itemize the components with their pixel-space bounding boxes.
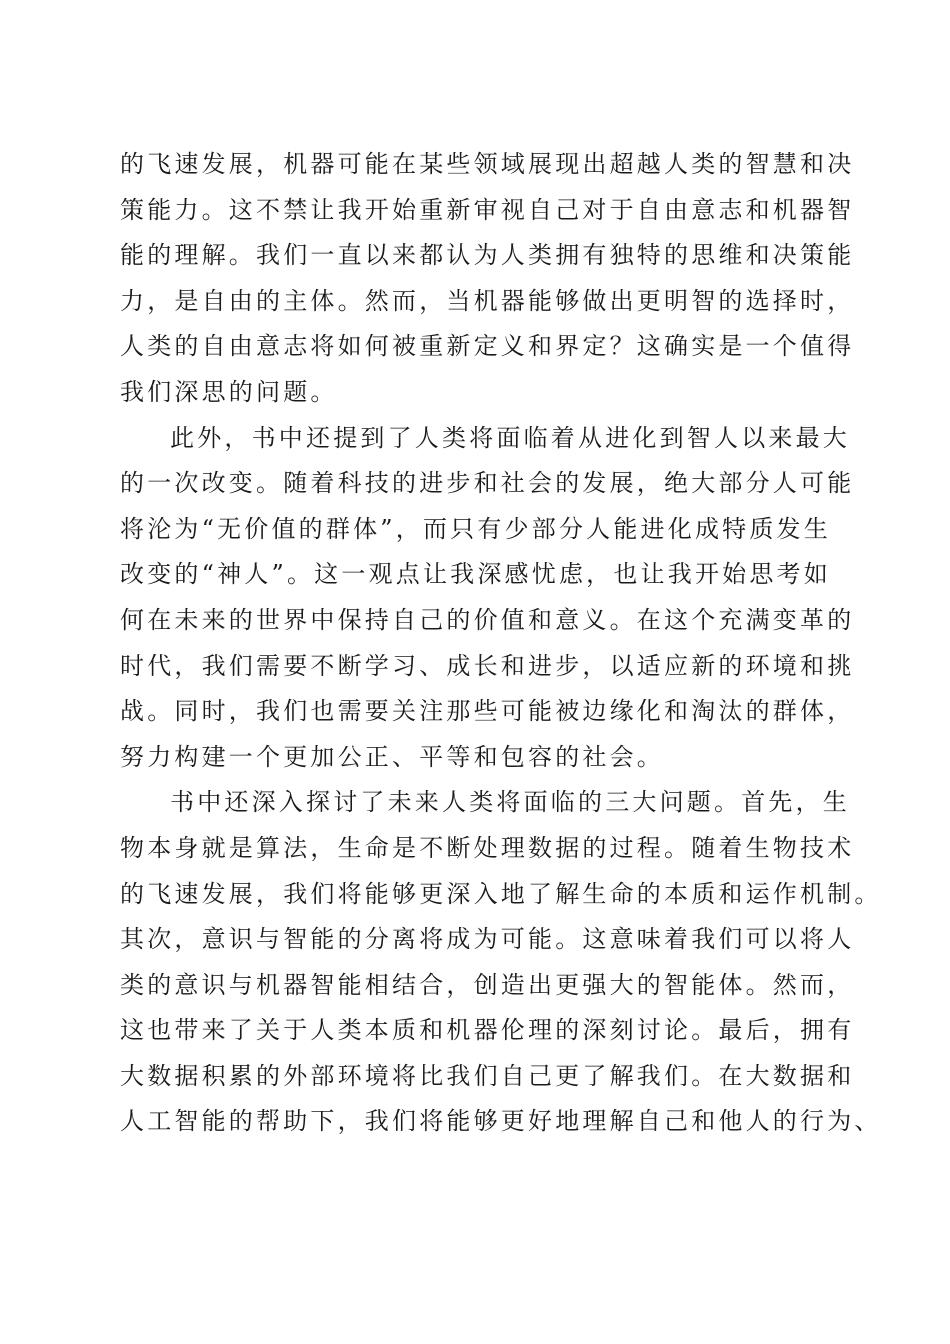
text-line: 类的意识与机器智能相结合，创造出更强大的智能体。然而， [120,970,855,999]
text-line: 大数据积累的外部环境将比我们自己更了解我们。在大数据和 [120,1061,855,1090]
document-body [120,142,882,1145]
text-line: 战。同时，我们也需要关注那些可能被边缘化和淘汰的群体， [120,697,855,726]
text-line: 我们深思的问题。 [120,377,338,406]
text-line: 改变的“神人”。这一观点让我深感忧虑，也让我开始思考如 [120,560,831,589]
text-line: 其次，意识与智能的分离将成为可能。这意味着我们可以将人 [120,925,855,954]
paragraph-first-line: 书中还深入探讨了未来人类将面临的三大问题。首先，生 [170,788,850,817]
text-line: 策能力。这不禁让我开始重新审视自己对于自由意志和机器智 [120,195,855,224]
text-line: 能的理解。我们一直以来都认为人类拥有独特的思维和决策能 [120,241,855,270]
text-line: 的飞速发展，机器可能在某些领域展现出超越人类的智慧和决 [120,150,855,178]
text-line: 人工智能的帮助下，我们将能够更好地理解自己和他人的行为、 [120,1107,882,1136]
text-line: 人类的自由意志将如何被重新定义和界定？这确实是一个值得 [120,332,855,361]
text-line: 何在未来的世界中保持自己的价值和意义。在这个充满变革的 [120,605,855,634]
text-line: 的一次改变。随着科技的进步和社会的发展，绝大部分人可能 [120,469,855,498]
paragraph-first-line: 此外，书中还提到了人类将面临着从进化到智人以来最大 [170,423,850,452]
text-line: 努力构建一个更加公正、平等和包容的社会。 [120,742,664,771]
text-line: 将沦为“无价值的群体”，而只有少部分人能进化成特质发生 [120,514,831,543]
text-line: 物本身就是算法，生命是不断处理数据的过程。随着生物技术 [120,833,855,862]
text-line: 力，是自由的主体。然而，当机器能够做出更明智的选择时， [120,286,855,315]
text-line: 这也带来了关于人类本质和机器伦理的深刻讨论。最后，拥有 [120,1016,855,1045]
text-line: 时代，我们需要不断学习、成长和进步，以适应新的环境和挑 [120,651,855,680]
text-line: 的飞速发展，我们将能够更深入地了解生命的本质和运作机制。 [120,879,882,908]
